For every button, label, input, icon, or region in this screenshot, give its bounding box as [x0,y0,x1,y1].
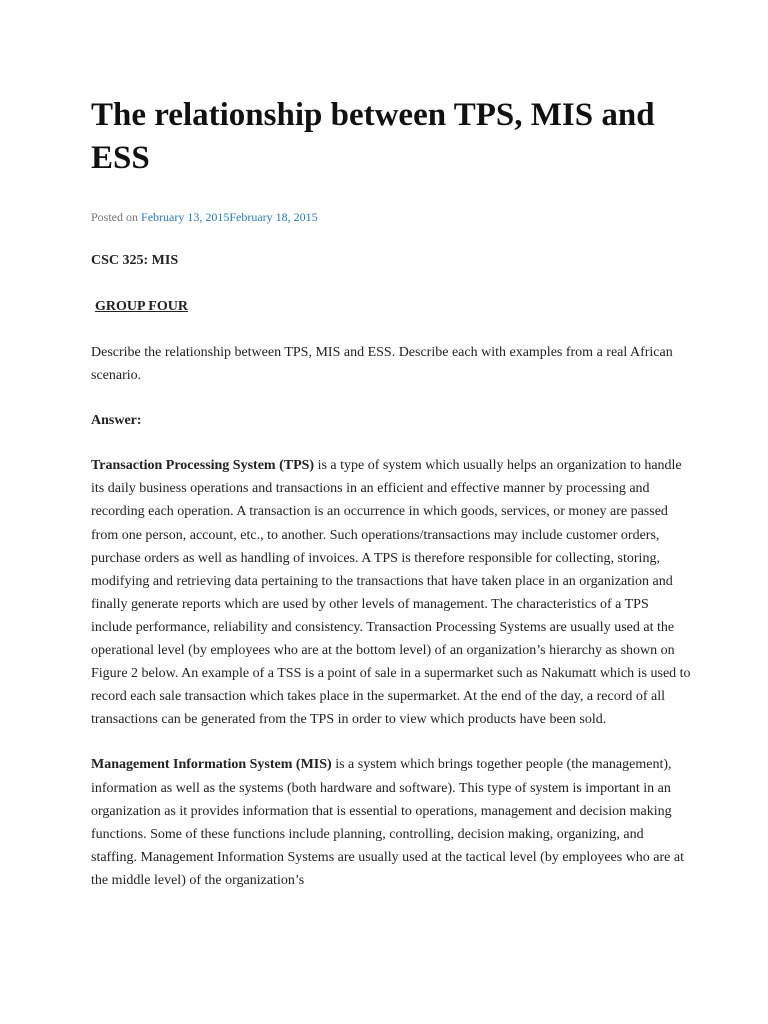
question-paragraph: Describe the relationship between TPS, MIS and ESS. Describe each with examples from a real African scenario. [91,345,673,384]
course-code: CSC 325: MIS [91,253,179,268]
answer-label: Answer: [91,413,142,429]
group-heading: GROUP FOUR [95,299,188,314]
tps-term: Transaction Processing System (TPS) [91,458,315,474]
published-date-link[interactable]: February 13, 2015 [141,210,230,224]
updated-date-link[interactable]: February 18, 2015 [229,210,318,224]
mis-term: Management Information System (MIS) [91,757,332,773]
mis-paragraph [91,753,691,892]
tps-text: is a type of system which usually helps an organization to handle its daily business operations and transactions in an efficient and effective manner by processing and recording each operation. A transaction is an occurrence in which goods, services, or money are passed from one person, account, etc., to another. Such operations/transactions may include customer orders, purchase orders as well as handling of invoices. A TPS is therefore responsible for collecting, storing, modifying and retrieving data pertaining to the transactions that have taken place in an organization and finally generate reports which are used by other levels of management. The characteristics of a TPS include performance, reliability and consistency. Transaction Processing Systems are usually used at the operational level (by employees who are at the bottom level) of an organization’s hierarchy as shown on Figure 2 below. An example of a TSS is a point of sale in a supermarket such as Nakumatt which is used to record each sale transaction which takes place in the supermarket. At the end of the day, a record of all transactions can be generated from the TPS in order to view which products have been sold. [91,458,691,728]
tps-paragraph [91,454,691,731]
mis-text: is a system which brings together people (the management), information as well as the systems (both hardware and software). This type of system is important in an organization as it provides information that is essential to operations, management and decision making functions. Some of these functions include planning, controlling, decision making, organizing, and staffing. Management Information Systems are usually used at the tactical level (by employees who are at the middle level) of the organization’s [91,757,684,888]
posted-on-label: Posted on [91,210,139,224]
post-meta [91,209,691,225]
post-title: The relationship between TPS, MIS and ESS [91,97,655,176]
article [91,94,691,892]
